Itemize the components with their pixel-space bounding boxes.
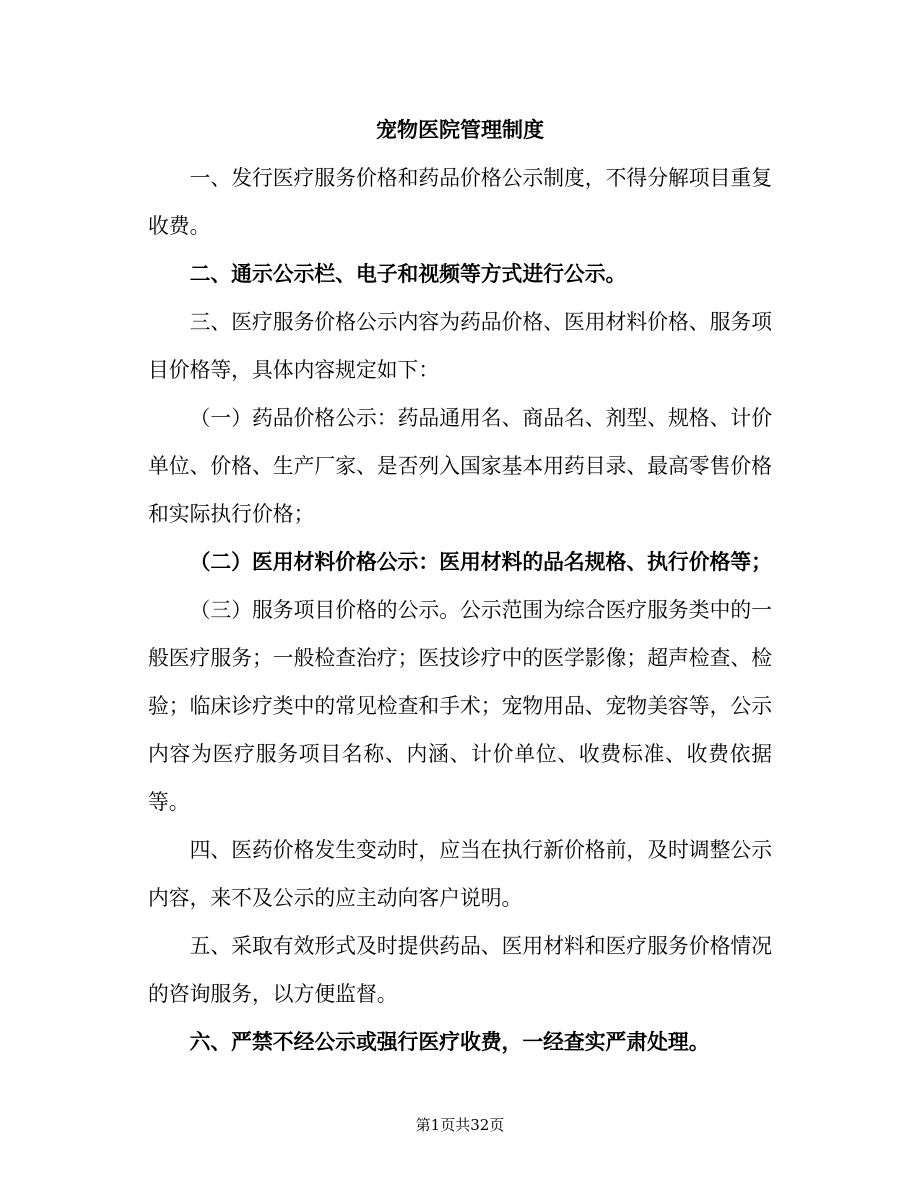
paragraph-4: 四、医药价格发生变动时，应当在执行新价格前，及时调整公示内容，来不及公示的应主动向客户说明。	[148, 838, 772, 910]
paragraph-3: 三、医疗服务价格公示内容为药品价格、医用材料价格、服务项目价格等，具体内容规定如下：	[148, 310, 772, 382]
paragraph-2: 二、通示公示栏、电子和视频等方式进行公示。	[189, 261, 627, 286]
paragraph-1: 一、发行医疗服务价格和药品价格公示制度，不得分解项目重复收费。	[148, 166, 772, 238]
document-body	[148, 106, 772, 1066]
paragraph-3-1: （一）药品价格公示：药品通用名、商品名、剂型、规格、计价单位、价格、生产厂家、是否列入国家基本用药目录、最高零售价格和实际执行价格；	[148, 406, 772, 526]
paragraph-3-2: （二）医用材料价格公示：医用材料的品名规格、执行价格等；	[189, 549, 772, 574]
page-footer: 第1页共32页	[415, 1116, 505, 1134]
paragraph-3-3: （三）服务项目价格的公示。公示范围为综合医疗服务类中的一般医疗服务；一般检查治疗；医技诊疗中的医学影像；超声检查、检验；临床诊疗类中的常见检查和手术；宠物用品、宠物美容等，公示内容为医疗服务项目名称、内涵、计价单位、收费标准、收费依据等。	[148, 598, 772, 814]
document-title: 宠物医院管理制度	[376, 117, 544, 142]
paragraph-5: 五、采取有效形式及时提供药品、医用材料和医疗服务价格情况的咨询服务，以方便监督。	[148, 934, 772, 1006]
paragraph-6: 六、严禁不经公示或强行医疗收费，一经查实严肃处理。	[189, 1029, 710, 1054]
